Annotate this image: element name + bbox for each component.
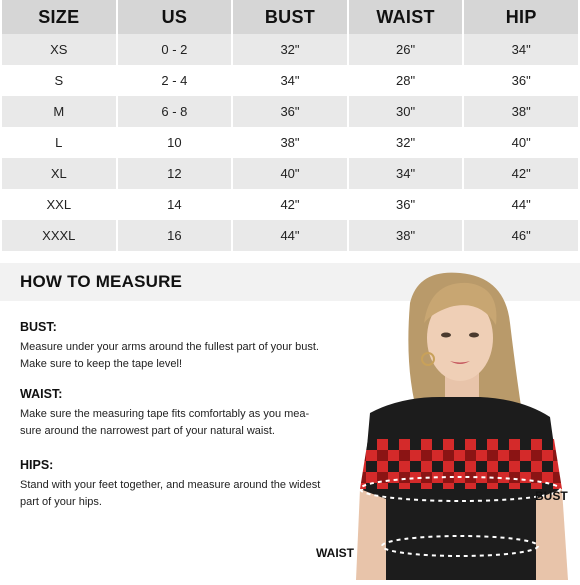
hip-cell: 44"	[464, 189, 578, 220]
bust-cell: 44"	[233, 220, 347, 251]
hips-description-line: Stand with your feet together, and measure around the widest	[20, 479, 321, 491]
hip-cell: 38"	[464, 96, 578, 127]
column-header-size: SIZE	[2, 0, 116, 34]
waist-instructions	[20, 387, 340, 440]
bust-cell: 36"	[233, 96, 347, 127]
waist-cell: 26"	[349, 34, 463, 65]
waist-cell: 36"	[349, 189, 463, 220]
waist-description-line: Make sure the measuring tape fits comfortably as you mea-	[20, 408, 310, 420]
bust-cell: 42"	[233, 189, 347, 220]
size-cell: M	[2, 96, 116, 127]
bust-label: BUST:	[20, 320, 57, 334]
hips-label: HIPS:	[20, 458, 54, 472]
table-header-row	[2, 0, 578, 34]
table-row	[2, 65, 578, 96]
us-cell: 14	[118, 189, 232, 220]
table-row	[2, 189, 578, 220]
table-row	[2, 158, 578, 189]
waist-description-line: sure around the narrowest part of your natural waist.	[20, 425, 275, 437]
us-cell: 6 - 8	[118, 96, 232, 127]
hips-instructions	[20, 458, 340, 511]
figure-bust-label: BUST	[535, 489, 568, 503]
table-row	[2, 96, 578, 127]
bust-instructions	[20, 320, 340, 373]
table-row	[2, 220, 578, 251]
waist-cell: 32"	[349, 127, 463, 158]
bust-description-line: Make sure to keep the tape level!	[20, 358, 183, 370]
us-cell: 2 - 4	[118, 65, 232, 96]
hips-description-line: part of your hips.	[20, 496, 102, 508]
bust-cell: 38"	[233, 127, 347, 158]
hip-cell: 46"	[464, 220, 578, 251]
us-cell: 12	[118, 158, 232, 189]
bust-cell: 40"	[233, 158, 347, 189]
size-cell: L	[2, 127, 116, 158]
size-chart-table	[0, 0, 580, 251]
waist-cell: 28"	[349, 65, 463, 96]
waist-cell: 38"	[349, 220, 463, 251]
size-cell: XS	[2, 34, 116, 65]
waist-cell: 34"	[349, 158, 463, 189]
size-cell: S	[2, 65, 116, 96]
column-header-hip: HIP	[464, 0, 578, 34]
us-cell: 16	[118, 220, 232, 251]
hip-cell: 34"	[464, 34, 578, 65]
model-illustration	[300, 263, 580, 580]
column-header-waist: WAIST	[349, 0, 463, 34]
hip-cell: 36"	[464, 65, 578, 96]
table-row	[2, 127, 578, 158]
size-cell: XXL	[2, 189, 116, 220]
waist-cell: 30"	[349, 96, 463, 127]
waist-label: WAIST:	[20, 387, 63, 401]
bust-cell: 32"	[233, 34, 347, 65]
us-cell: 10	[118, 127, 232, 158]
hip-cell: 42"	[464, 158, 578, 189]
size-cell: XL	[2, 158, 116, 189]
size-cell: XXXL	[2, 220, 116, 251]
figure-waist-label: WAIST	[316, 546, 354, 560]
table-row	[2, 34, 578, 65]
hip-cell: 40"	[464, 127, 578, 158]
column-header-bust: BUST	[233, 0, 347, 34]
column-header-us: US	[118, 0, 232, 34]
us-cell: 0 - 2	[118, 34, 232, 65]
bust-description-line: Measure under your arms around the fullest part of your bust.	[20, 341, 319, 353]
model-photo	[300, 263, 580, 580]
how-to-measure-title: HOW TO MEASURE	[20, 272, 183, 291]
bust-cell: 34"	[233, 65, 347, 96]
